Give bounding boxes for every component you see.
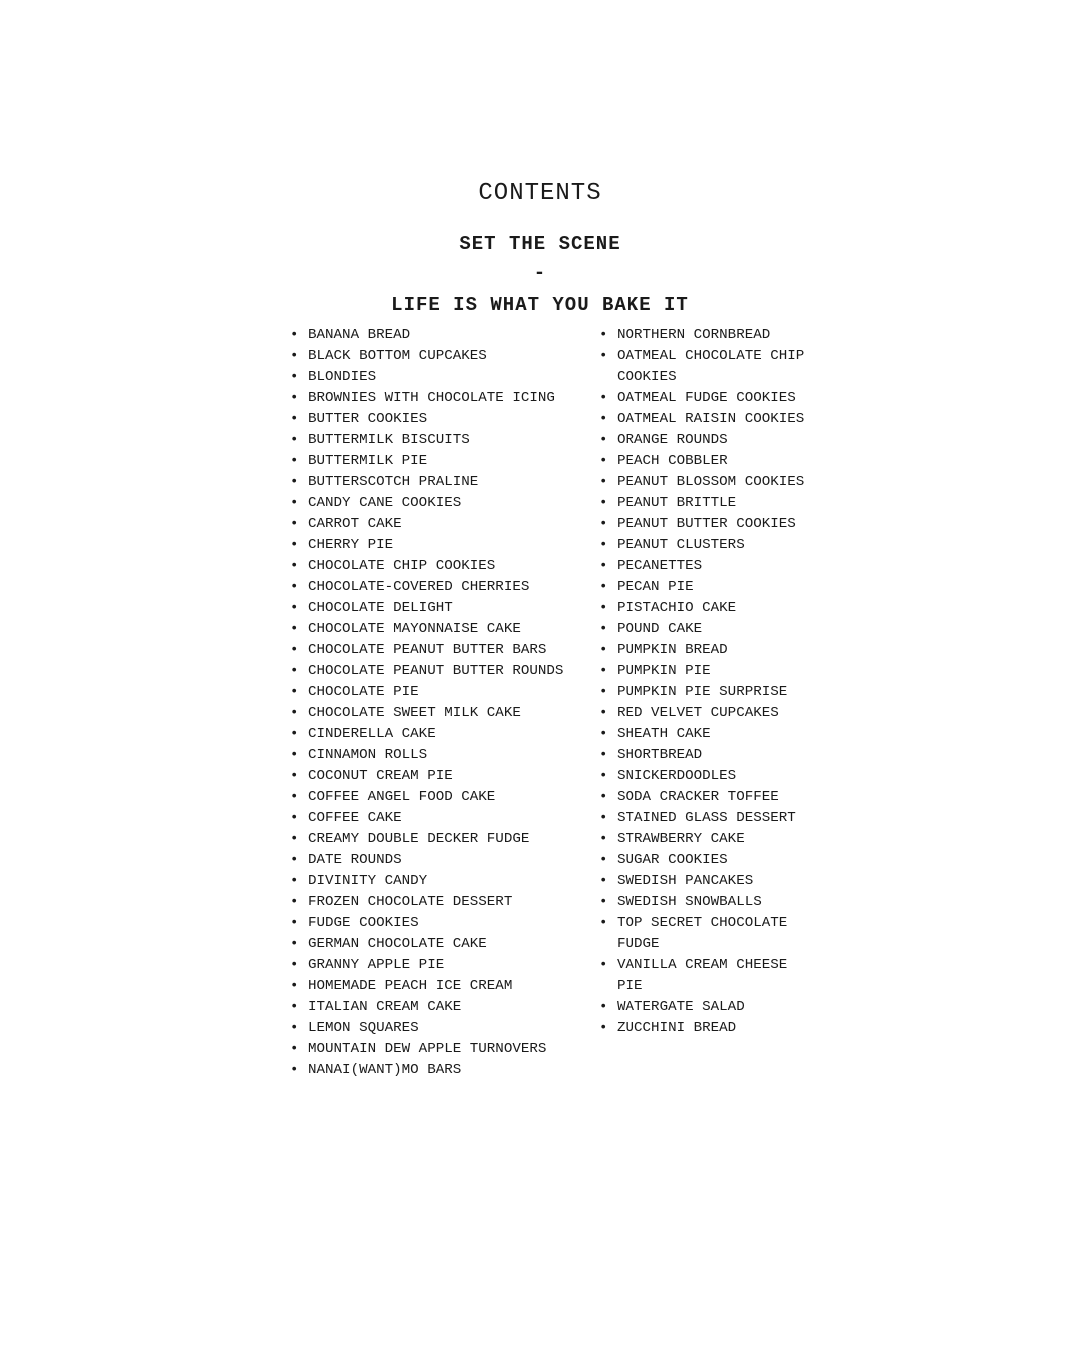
recipe-list-item: • BUTTERMILK PIE: [308, 451, 578, 472]
recipe-list-item: • CINDERELLA CAKE: [308, 724, 578, 745]
recipe-list-left: [308, 325, 578, 1081]
recipe-list-item: • PEANUT CLUSTERS: [617, 535, 817, 556]
recipe-list-item: • CHERRY PIE: [308, 535, 578, 556]
recipe-list-item: • CHOCOLATE DELIGHT: [308, 598, 578, 619]
recipe-list-item: • CARROT CAKE: [308, 514, 578, 535]
recipe-list-item: • GRANNY APPLE PIE: [308, 955, 578, 976]
page-title: CONTENTS: [478, 180, 602, 207]
subsection-title: LIFE IS WHAT YOU BAKE IT: [391, 294, 689, 316]
recipe-list-item: • STAINED GLASS DESSERT: [617, 808, 817, 829]
recipe-list-item: • ITALIAN CREAM CAKE: [308, 997, 578, 1018]
recipe-list-item: • NORTHERN CORNBREAD: [617, 325, 817, 346]
recipe-list-item: • OATMEAL CHOCOLATE CHIP COOKIES: [617, 346, 817, 388]
recipe-list-right: [617, 325, 817, 1039]
recipe-list-item: • CHOCOLATE PEANUT BUTTER ROUNDS: [308, 661, 578, 682]
recipe-list-item: • CREAMY DOUBLE DECKER FUDGE: [308, 829, 578, 850]
recipe-list-item: • PUMPKIN BREAD: [617, 640, 817, 661]
recipe-list-item: • SNICKERDOODLES: [617, 766, 817, 787]
recipe-list-item: • OATMEAL RAISIN COOKIES: [617, 409, 817, 430]
recipe-list-item: • COFFEE CAKE: [308, 808, 578, 829]
recipe-list-item: • BUTTERSCOTCH PRALINE: [308, 472, 578, 493]
section-title: SET THE SCENE: [459, 233, 621, 255]
recipe-list-item: • PUMPKIN PIE: [617, 661, 817, 682]
recipe-list-item: • VANILLA CREAM CHEESE PIE: [617, 955, 817, 997]
recipe-list-item: • SWEDISH SNOWBALLS: [617, 892, 817, 913]
recipe-list-item: • PEACH COBBLER: [617, 451, 817, 472]
recipe-list-item: • CHOCOLATE SWEET MILK CAKE: [308, 703, 578, 724]
recipe-list-item: • PECAN PIE: [617, 577, 817, 598]
recipe-list-item: • PECANETTES: [617, 556, 817, 577]
recipe-list-item: • COFFEE ANGEL FOOD CAKE: [308, 787, 578, 808]
recipe-list-item: • BLACK BOTTOM CUPCAKES: [308, 346, 578, 367]
recipe-list-item: • CHOCOLATE PIE: [308, 682, 578, 703]
recipe-list-item: • BROWNIES WITH CHOCOLATE ICING: [308, 388, 578, 409]
recipe-list-item: • OATMEAL FUDGE COOKIES: [617, 388, 817, 409]
recipe-list-item: • TOP SECRET CHOCOLATE FUDGE: [617, 913, 817, 955]
recipe-list-item: • SHORTBREAD: [617, 745, 817, 766]
recipe-list-item: • BLONDIES: [308, 367, 578, 388]
recipe-list-item: • BANANA BREAD: [308, 325, 578, 346]
recipe-list-item: • CHOCOLATE CHIP COOKIES: [308, 556, 578, 577]
recipe-list-item: • RED VELVET CUPCAKES: [617, 703, 817, 724]
recipe-list-item: • SUGAR COOKIES: [617, 850, 817, 871]
recipe-list-item: • CHOCOLATE-COVERED CHERRIES: [308, 577, 578, 598]
recipe-list-item: • HOMEMADE PEACH ICE CREAM: [308, 976, 578, 997]
recipe-list-item: • WATERGATE SALAD: [617, 997, 817, 1018]
recipe-list-item: • PEANUT BLOSSOM COOKIES: [617, 472, 817, 493]
recipe-list-item: • NANAI(WANT)MO BARS: [308, 1060, 578, 1081]
recipe-list-item: • CINNAMON ROLLS: [308, 745, 578, 766]
recipe-list-item: • POUND CAKE: [617, 619, 817, 640]
recipe-list-item: • DATE ROUNDS: [308, 850, 578, 871]
recipe-list-item: • SODA CRACKER TOFFEE: [617, 787, 817, 808]
recipe-list-item: • STRAWBERRY CAKE: [617, 829, 817, 850]
recipe-list-item: • BUTTERMILK BISCUITS: [308, 430, 578, 451]
recipe-list-item: • DIVINITY CANDY: [308, 871, 578, 892]
recipe-list-item: • ORANGE ROUNDS: [617, 430, 817, 451]
recipe-list-item: • ZUCCHINI BREAD: [617, 1018, 817, 1039]
recipe-list-item: • SWEDISH PANCAKES: [617, 871, 817, 892]
recipe-list-item: • CHOCOLATE MAYONNAISE CAKE: [308, 619, 578, 640]
recipe-list-item: • BUTTER COOKIES: [308, 409, 578, 430]
recipe-list-item: • PUMPKIN PIE SURPRISE: [617, 682, 817, 703]
recipe-list-item: • CANDY CANE COOKIES: [308, 493, 578, 514]
recipe-list-item: • FROZEN CHOCOLATE DESSERT: [308, 892, 578, 913]
heading-separator: -: [533, 262, 547, 284]
recipe-list-item: • PEANUT BRITTLE: [617, 493, 817, 514]
recipe-list-item: • CHOCOLATE PEANUT BUTTER BARS: [308, 640, 578, 661]
recipe-list-item: • GERMAN CHOCOLATE CAKE: [308, 934, 578, 955]
recipe-list-item: • LEMON SQUARES: [308, 1018, 578, 1039]
recipe-list-item: • MOUNTAIN DEW APPLE TURNOVERS: [308, 1039, 578, 1060]
recipe-list-item: • PISTACHIO CAKE: [617, 598, 817, 619]
recipe-list-item: • COCONUT CREAM PIE: [308, 766, 578, 787]
recipe-list-item: • PEANUT BUTTER COOKIES: [617, 514, 817, 535]
recipe-list-item: • SHEATH CAKE: [617, 724, 817, 745]
recipe-list-item: • FUDGE COOKIES: [308, 913, 578, 934]
